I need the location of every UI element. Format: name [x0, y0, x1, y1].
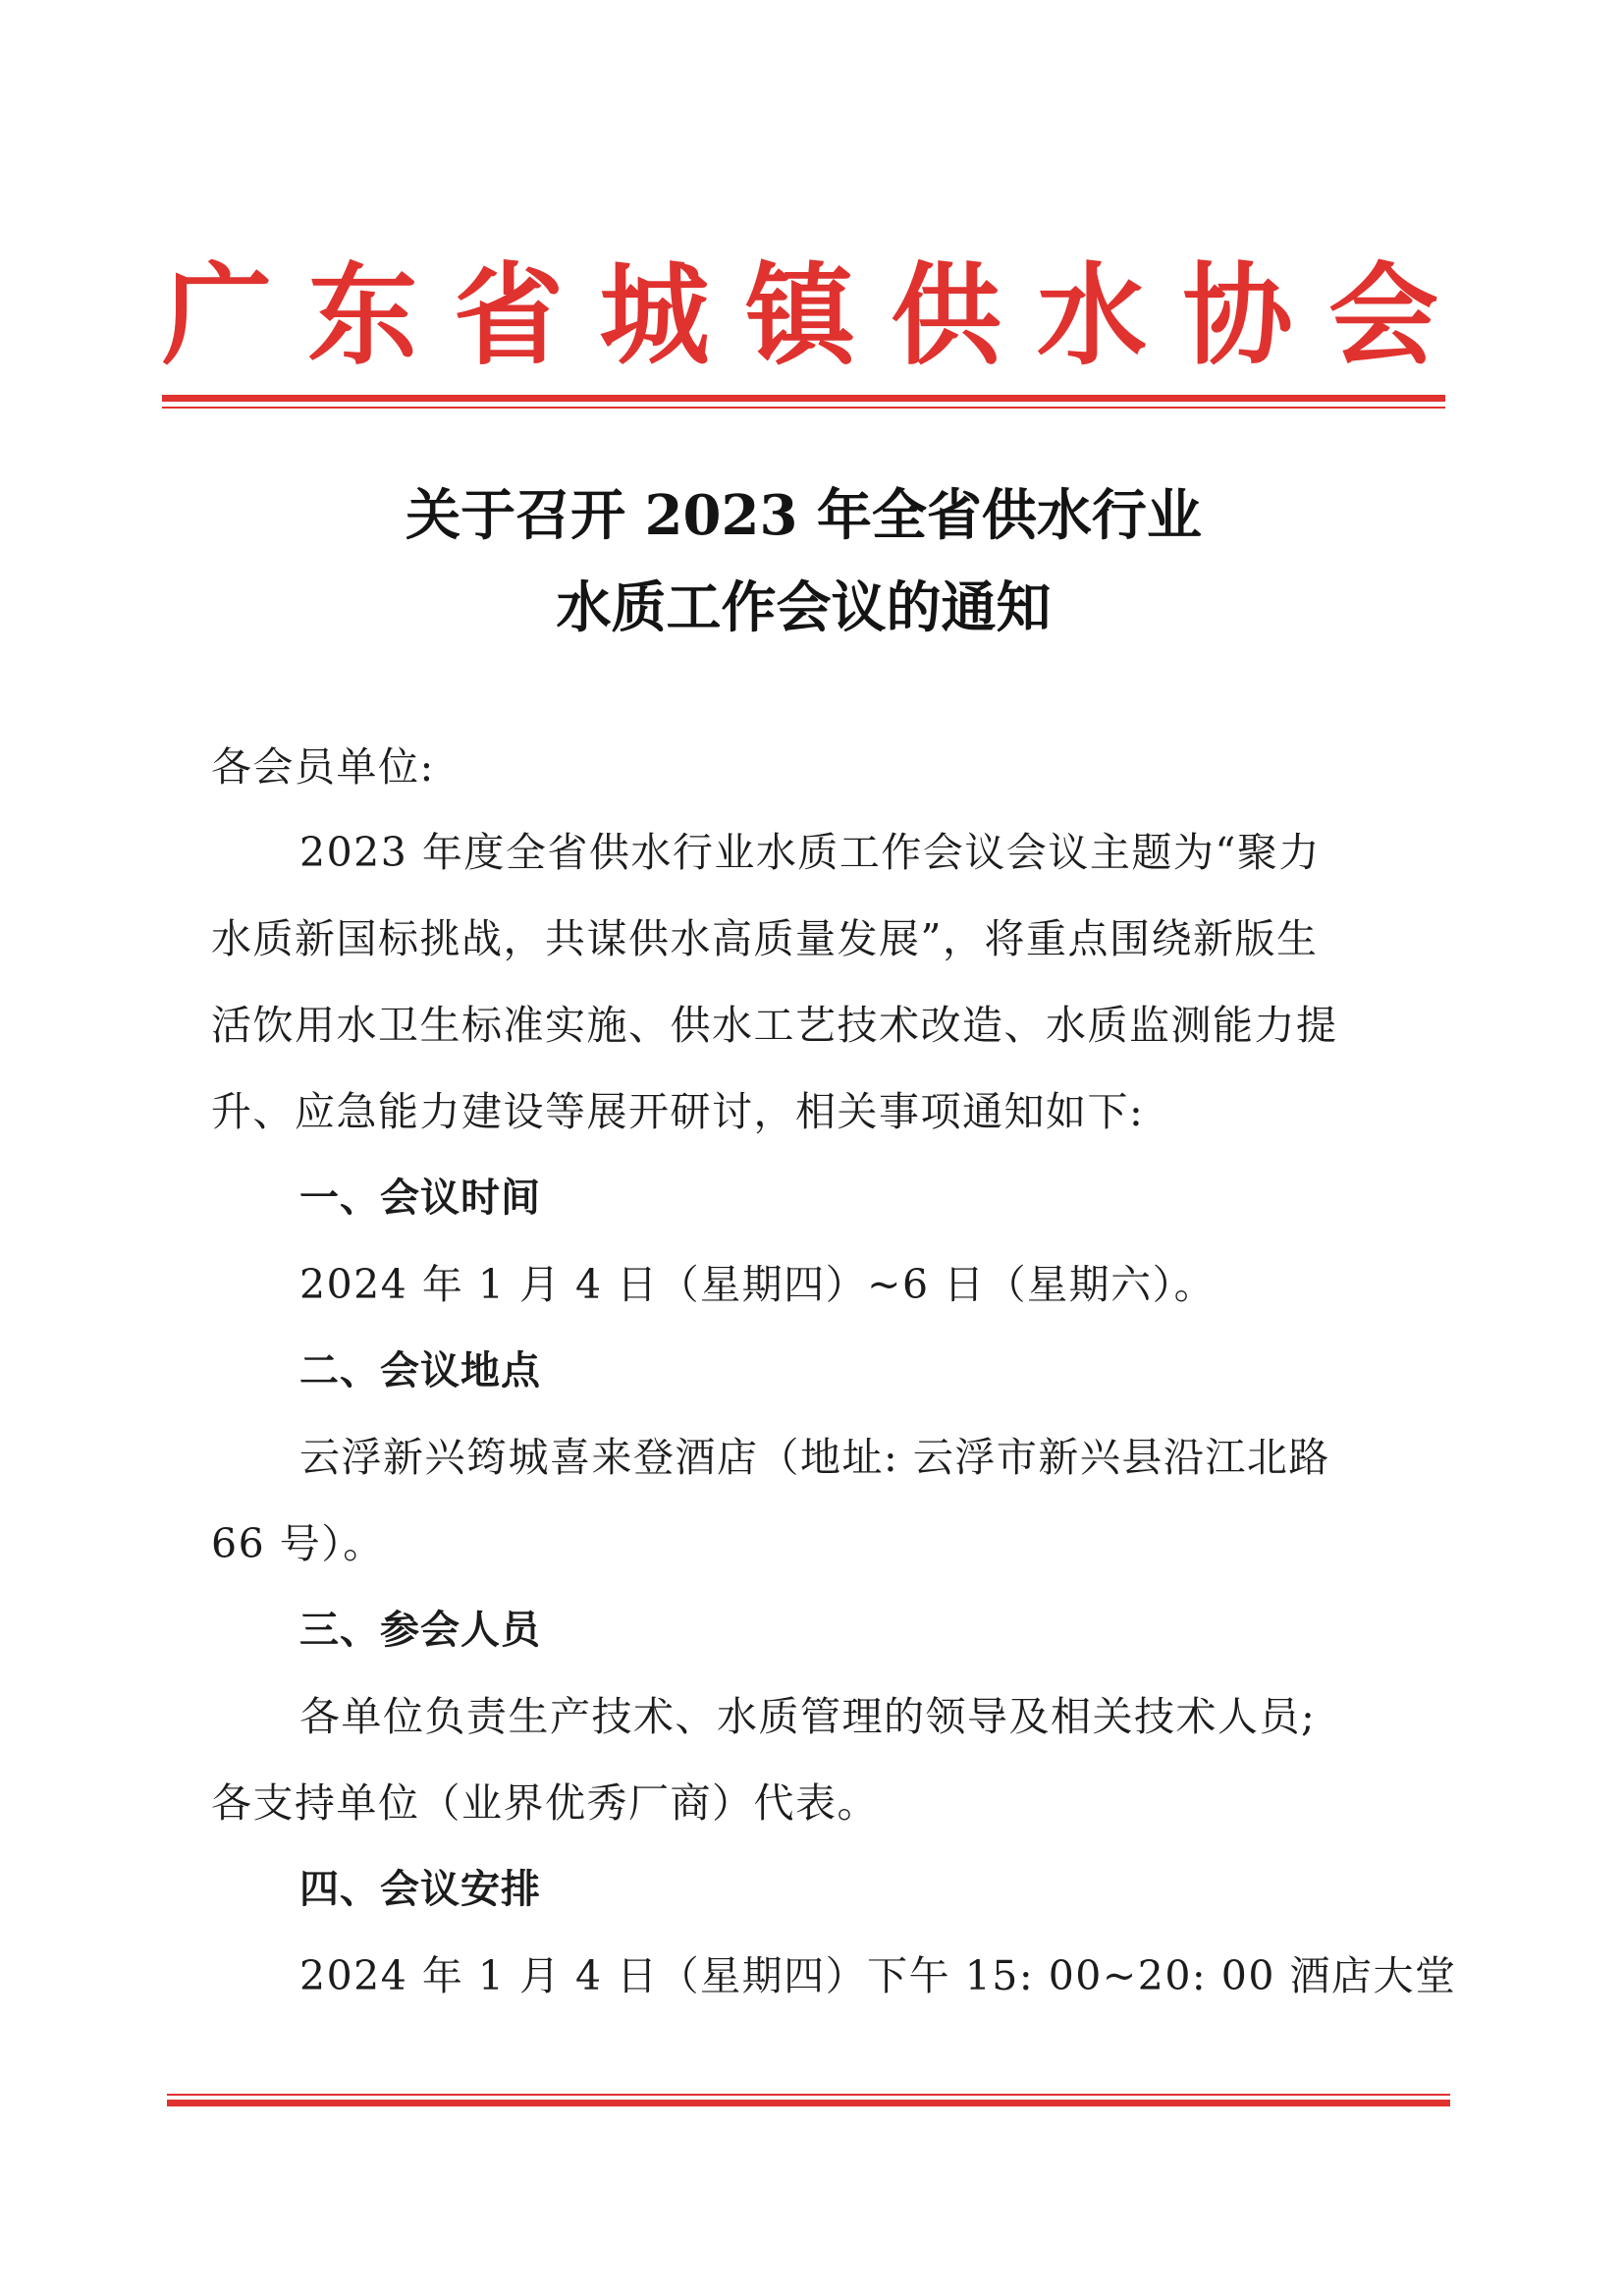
letterhead-char: 东 [307, 251, 418, 380]
section-heading-venue: 二、会议地点 [299, 1348, 541, 1394]
letterhead-char: 城 [599, 251, 710, 380]
org-letterhead [162, 247, 1438, 385]
letterhead-char: 会 [1328, 251, 1438, 380]
section-heading-agenda: 四、会议安排 [299, 1867, 541, 1912]
header-rule-thin [162, 407, 1445, 409]
letterhead-char: 协 [1182, 251, 1293, 380]
letterhead-char: 镇 [745, 251, 855, 380]
meeting-time: 2024 年 1 月 4 日（星期四）~6 日（星期六）。 [299, 1261, 1217, 1308]
letterhead-char: 水 [1037, 251, 1147, 380]
header-rule-thick [162, 395, 1445, 402]
footer-rule-thick [167, 2100, 1450, 2106]
letterhead-char: 供 [891, 251, 1001, 380]
venue-line: 云浮新兴筠城喜来登酒店（地址: 云浮市新兴县沿江北路 [299, 1434, 1330, 1481]
intro-line: 2023 年度全省供水行业水质工作会议会议主题为“聚力 [299, 829, 1321, 876]
intro-line: 水质新国标挑战，共谋供水高质量发展”，将重点围绕新版生 [211, 915, 1319, 962]
section-heading-attendees: 三、参会人员 [299, 1608, 541, 1653]
title-line-2: 水质工作会议的通知 [556, 575, 1052, 640]
letterhead-char: 省 [454, 251, 564, 380]
document-title [162, 469, 1445, 654]
attendees-line: 各单位负责生产技术、水质管理的领导及相关技术人员; [299, 1693, 1317, 1740]
letterhead-char: 广 [162, 251, 272, 380]
venue-line: 66 号）。 [211, 1520, 385, 1567]
attendees-line: 各支持单位（业界优秀厂商）代表。 [211, 1779, 879, 1827]
footer-rule-thin [167, 2094, 1450, 2096]
title-line-1: 关于召开 2023 年全省供水行业 [406, 483, 1202, 548]
agenda-line: 2024 年 1 月 4 日（星期四）下午 15: 00~20: 00 酒店大堂 [299, 1952, 1457, 1999]
section-heading-time: 一、会议时间 [299, 1175, 541, 1221]
salutation: 各会员单位: [211, 743, 435, 791]
intro-line: 活饮用水卫生标准实施、供水工艺技术改造、水质监测能力提 [211, 1002, 1338, 1049]
intro-line: 升、应急能力建设等展开研讨，相关事项通知如下: [211, 1088, 1145, 1135]
